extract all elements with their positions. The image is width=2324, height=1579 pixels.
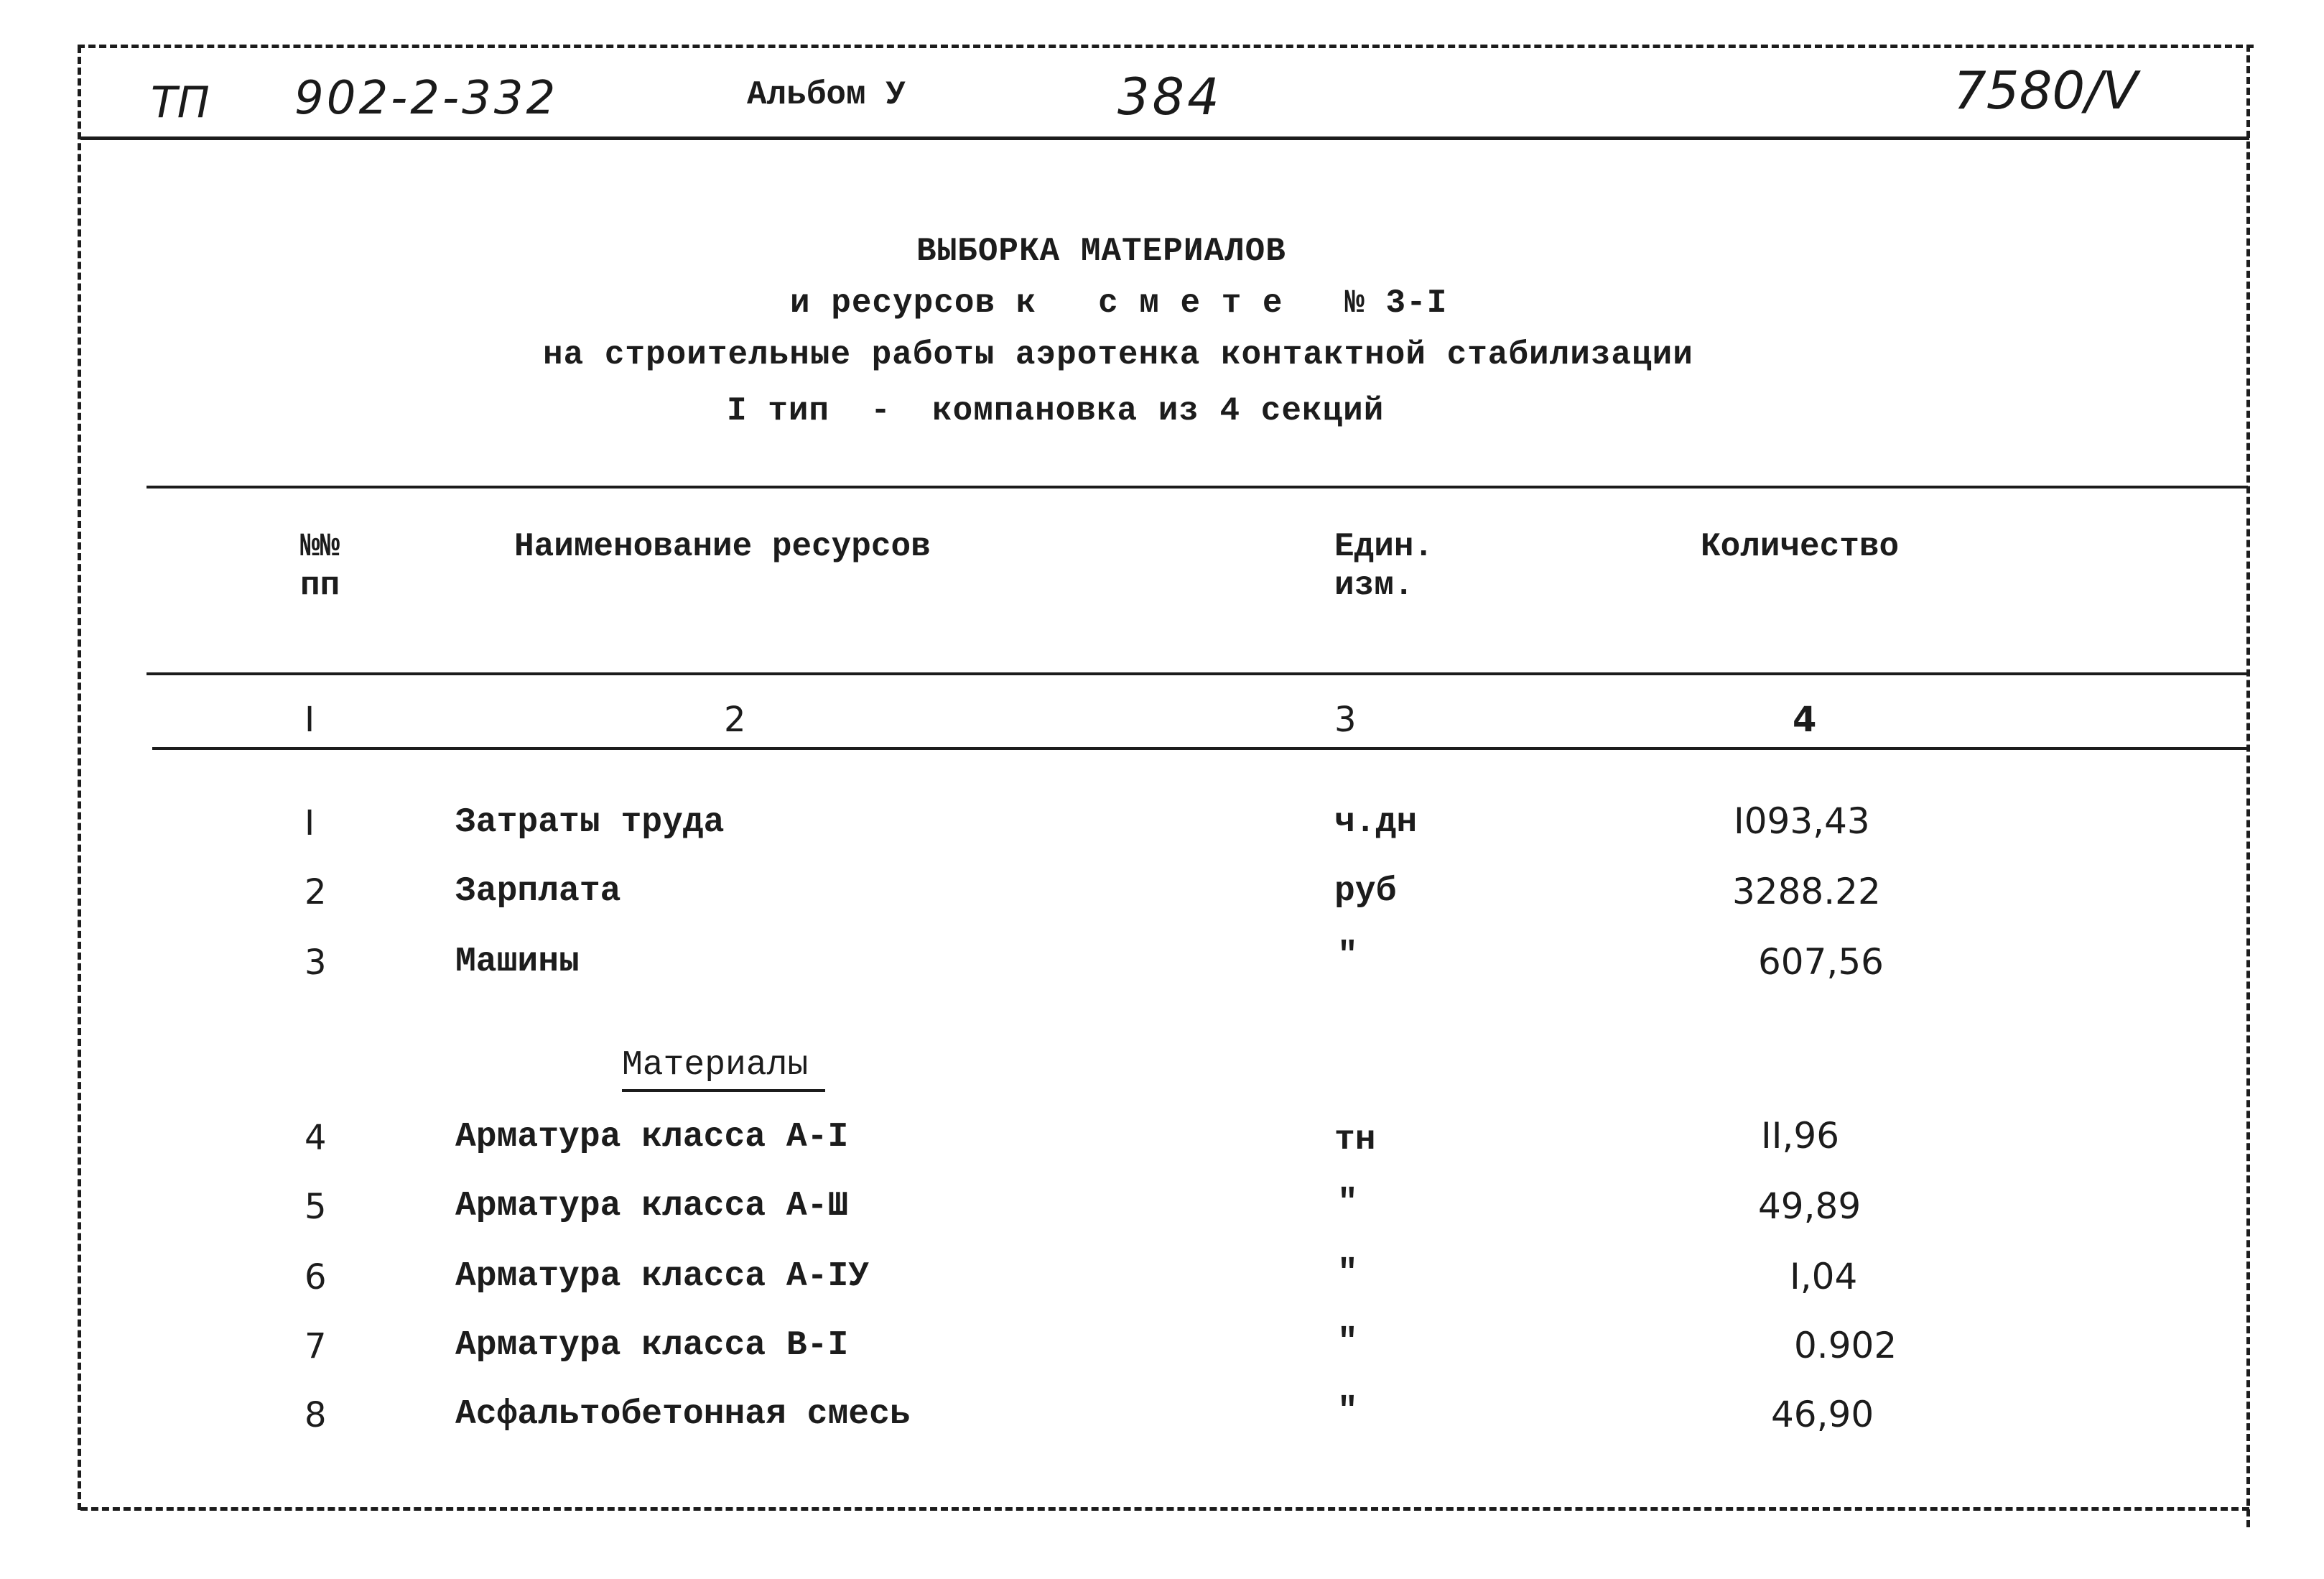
stamp-album: Альбом У xyxy=(747,76,906,114)
doc-variant: I тип - компановка из 4 секций xyxy=(727,392,1385,430)
header-qty: Количество xyxy=(1701,528,1900,565)
stamp-inventory: 7580/V xyxy=(1953,60,2138,121)
row-no: 6 xyxy=(305,1257,327,1297)
row-name: Арматура класса А-IУ xyxy=(455,1257,870,1296)
row-name: Затраты труда xyxy=(455,803,725,842)
row-qty: 607,56 xyxy=(1758,941,1884,983)
doc-subject: на строительные работы аэротенка контактной стабилизации xyxy=(543,336,1693,374)
row-name: Арматура класса В-I xyxy=(455,1326,849,1365)
row-unit: руб xyxy=(1334,872,1397,911)
row-name: Асфальтобетонная смесь xyxy=(455,1395,911,1434)
colnum-bottom-rule xyxy=(152,747,2248,750)
row-no: 2 xyxy=(305,872,327,912)
frame-right xyxy=(2246,45,2254,1527)
row-qty: 49,89 xyxy=(1758,1185,1861,1227)
header-bottom-rule xyxy=(147,672,2248,675)
column-number-4: 4 xyxy=(1793,700,1817,740)
row-no: I xyxy=(305,803,315,843)
row-qty: 0.902 xyxy=(1794,1325,1897,1366)
stamp-project: 902-2-332 xyxy=(294,72,559,125)
row-qty: I093,43 xyxy=(1734,800,1870,842)
row-name: Арматура класса А-I xyxy=(455,1118,849,1157)
row-unit: " xyxy=(1337,1323,1358,1362)
row-no: 8 xyxy=(305,1395,327,1435)
header-no: №№ пп xyxy=(300,528,340,604)
table-top-rule xyxy=(147,486,2248,488)
row-name: Арматура класса А-Ш xyxy=(455,1187,849,1226)
row-unit: " xyxy=(1337,1184,1358,1223)
stamp-page: 384 xyxy=(1117,68,1222,126)
row-qty: 46,90 xyxy=(1771,1394,1874,1435)
row-no: 3 xyxy=(305,943,327,983)
doc-title: ВЫБОРКА МАТЕРИАЛОВ xyxy=(916,233,1286,270)
frame-left xyxy=(78,46,85,1510)
row-no: 7 xyxy=(305,1326,327,1366)
row-qty: II,96 xyxy=(1761,1115,1840,1157)
column-number-3: 3 xyxy=(1334,700,1357,740)
row-qty: I,04 xyxy=(1790,1256,1858,1297)
doc-subtitle: и ресурсов к с м е т е № 3-I xyxy=(790,284,1448,322)
row-no: 4 xyxy=(305,1118,327,1158)
stamp-underline xyxy=(80,136,2249,140)
row-no: 5 xyxy=(305,1187,327,1227)
row-unit: " xyxy=(1337,1254,1358,1293)
row-unit: тн xyxy=(1334,1121,1376,1159)
row-name: Зарплата xyxy=(455,872,621,911)
header-name: Наименование ресурсов xyxy=(514,528,931,565)
row-unit: " xyxy=(1337,937,1358,976)
column-number-2: 2 xyxy=(724,700,746,740)
row-qty: 3288.22 xyxy=(1732,871,1881,912)
frame-bottom xyxy=(80,1507,2249,1514)
section-label-materials: Материалы xyxy=(622,1046,825,1092)
frame-top xyxy=(78,45,2254,52)
stamp-series: ТП xyxy=(151,78,210,128)
row-unit: ч.дн xyxy=(1334,803,1418,842)
column-number-1: I xyxy=(305,700,315,740)
row-unit: " xyxy=(1337,1392,1358,1431)
header-unit: Един. изм. xyxy=(1334,528,1434,604)
row-name: Машины xyxy=(455,943,580,981)
